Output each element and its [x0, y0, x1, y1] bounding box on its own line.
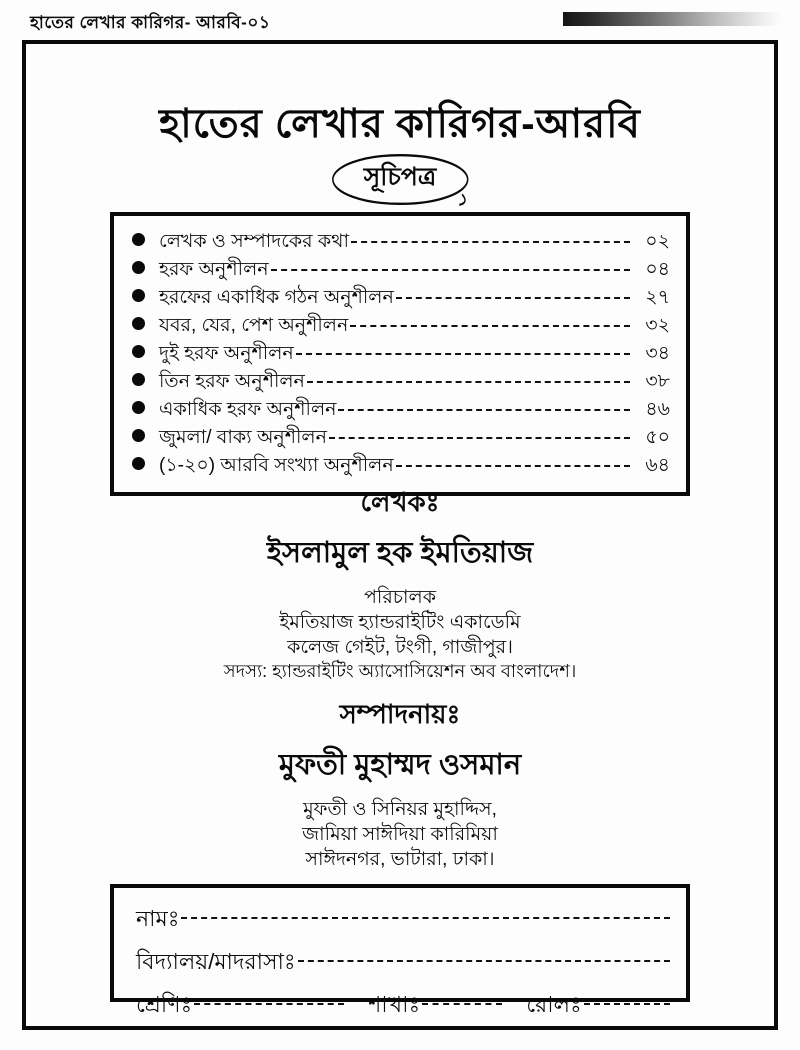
toc-entry[interactable]: [132, 368, 670, 396]
running-header: হাতের লেখার কারিগর- আরবি-০১: [30, 13, 271, 32]
toc-entry-label: দুই হরফ অনুশীলন: [159, 343, 294, 364]
student-section-label: শাখাঃ: [368, 992, 421, 1017]
leader-dots: [351, 241, 630, 243]
student-name-input[interactable]: [181, 917, 670, 919]
toc-heading-label: সূচিপত্র: [363, 163, 437, 191]
leader-dots: [396, 297, 630, 299]
toc-entry-page: ০৪: [645, 259, 670, 280]
toc-entry-label: লেখক ও সম্পাদকের কথা: [159, 231, 349, 252]
toc-entry-page: ২৭: [645, 287, 670, 308]
author-role-label: লেখকঃ: [360, 487, 440, 517]
bullet-icon: [132, 289, 145, 302]
author-name: ইসলামুল হক ইমতিয়াজ: [266, 537, 534, 569]
toc-entry-page: ০২: [645, 231, 670, 252]
toc-entry[interactable]: [132, 396, 670, 424]
toc-entry[interactable]: [132, 228, 670, 256]
toc-entry[interactable]: [132, 284, 670, 312]
student-school-input[interactable]: [298, 960, 670, 962]
toc-entry-label: তিন হরফ অনুশীলন: [159, 371, 305, 392]
editor-institution: জামিয়া সাঈদিয়া কারিমিয়া: [302, 824, 498, 846]
bullet-icon: [132, 345, 145, 358]
toc-entry[interactable]: [132, 424, 670, 452]
editor-designation: মুফতী ও সিনিয়র মুহাদ্দিস,: [303, 798, 497, 820]
bullet-icon: [132, 261, 145, 274]
page-title: হাতের লেখার কারিগর-আরবি: [159, 102, 641, 146]
bullet-icon: [132, 317, 145, 330]
author-institution: ইমতিয়াজ হ্যান্ডরাইটিং একাডেমি: [279, 612, 521, 634]
toc-entry-label: একাধিক হরফ অনুশীলন: [159, 399, 337, 420]
student-class-label: শ্রেণিঃ: [136, 992, 193, 1017]
toc-entry[interactable]: [132, 452, 670, 480]
page-border-frame: [22, 40, 778, 1030]
bullet-icon: [132, 233, 145, 246]
toc-entry-page: ৬৪: [645, 455, 670, 476]
bullet-icon: [132, 401, 145, 414]
student-name-row[interactable]: [136, 900, 670, 943]
student-class-input[interactable]: [194, 1003, 344, 1005]
credits-divider: [26, 684, 774, 694]
bullet-icon: [132, 429, 145, 442]
student-name-label: নামঃ: [136, 906, 180, 931]
leader-dots: [307, 381, 630, 383]
credits-block: [26, 482, 774, 872]
leader-dots: [350, 325, 630, 327]
student-school-label: বিদ্যালয়/মাদরাসাঃ: [136, 949, 296, 974]
leader-dots: [396, 465, 630, 467]
toc-entry-label: যবর, যের, পেশ অনুশীলন: [159, 315, 349, 336]
author-designation: পরিচালক: [364, 587, 436, 608]
student-school-row[interactable]: [136, 943, 670, 986]
student-roll-label: রোলঃ: [526, 992, 582, 1017]
toc-entry-page: ৩৮: [645, 371, 670, 392]
leader-dots: [271, 269, 630, 271]
toc-entry[interactable]: [132, 312, 670, 340]
leader-dots: [296, 353, 630, 355]
toc-entry-page: ৪৬: [645, 399, 670, 420]
editor-role-label: সম্পাদনায়ঃ: [339, 698, 461, 729]
editor-name: মুফতী মুহাম্মদ ওসমান: [278, 748, 522, 781]
toc-entry-label: জুমলা/ বাক্য অনুশীলন: [159, 427, 327, 448]
student-section-input[interactable]: [422, 1003, 502, 1005]
toc-entry[interactable]: [132, 256, 670, 284]
table-of-contents: [110, 212, 690, 496]
toc-entry-label: (১-২০) আরবি সংখ্যা অনুশীলন: [159, 455, 394, 476]
leader-dots: [338, 409, 630, 411]
toc-heading-container: [26, 152, 774, 207]
toc-entry[interactable]: [132, 340, 670, 368]
toc-entry-page: ৫০: [645, 427, 670, 448]
toc-entry-page: ৩৪: [645, 343, 670, 364]
student-class-row[interactable]: [136, 986, 670, 1029]
leader-dots: [329, 437, 630, 439]
editor-address: সাঈদনগর, ভাটারা, ঢাকা।: [305, 849, 495, 871]
toc-heading: [330, 152, 471, 207]
author-membership: সদস্য: হ্যান্ডরাইটিং অ্যাসোসিয়েশন অব বাংলাদেশ।: [223, 661, 577, 682]
toc-entry-label: হরফ অনুশীলন: [159, 259, 269, 280]
toc-entry-page: ৩২: [645, 315, 670, 336]
toc-entry-label: হরফের একাধিক গঠন অনুশীলন: [159, 287, 394, 308]
student-info-box: [110, 884, 690, 1017]
scan-gradient-artifact: [563, 12, 781, 26]
student-roll-input[interactable]: [584, 1003, 670, 1005]
bullet-icon: [132, 373, 145, 386]
bullet-icon: [132, 457, 145, 470]
author-address: কলেজ গেইট, টংগী, গাজীপুর।: [287, 637, 513, 659]
